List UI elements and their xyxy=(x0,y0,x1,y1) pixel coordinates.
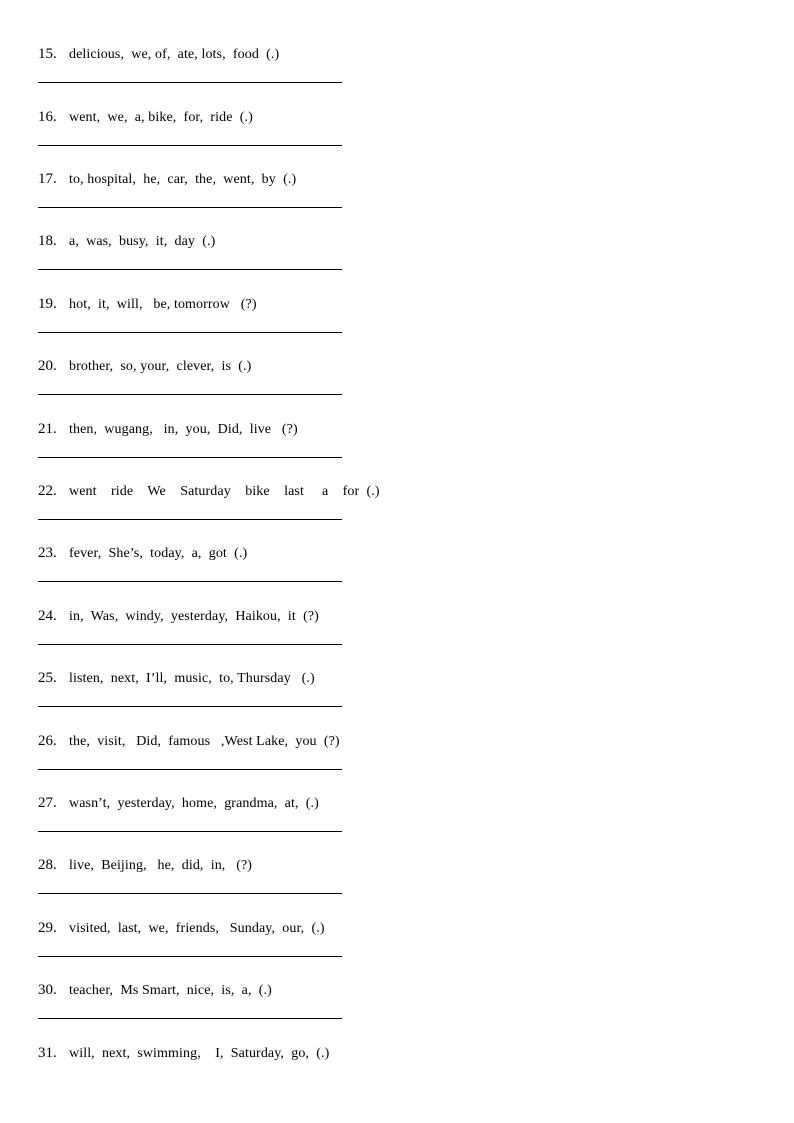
scrambled-words: went, we, a, bike, for, ride (.) xyxy=(69,110,253,125)
scrambled-words: to, hospital, he, car, the, went, by (.) xyxy=(69,172,297,187)
question-text xyxy=(38,1044,329,1063)
scrambled-words: wasn’t, yesterday, home, grandma, at, (.) xyxy=(69,796,319,811)
question-text xyxy=(38,544,247,563)
question-17 xyxy=(38,170,738,230)
question-20 xyxy=(38,357,738,417)
question-15 xyxy=(38,45,738,105)
answer-line[interactable] xyxy=(38,706,342,707)
answer-line[interactable] xyxy=(38,644,342,645)
question-text xyxy=(38,919,325,938)
question-text xyxy=(38,607,319,626)
scrambled-words: live, Beijing, he, did, in, (?) xyxy=(69,858,253,873)
question-22 xyxy=(38,482,738,542)
question-text xyxy=(38,170,296,189)
question-27 xyxy=(38,794,738,854)
scrambled-words: delicious, we, of, ate, lots, food (.) xyxy=(69,47,280,62)
question-text xyxy=(38,732,340,751)
question-number: 25. xyxy=(38,670,57,686)
scrambled-words: in, Was, windy, yesterday, Haikou, it (?) xyxy=(69,609,319,624)
question-text xyxy=(38,357,251,376)
question-number: 30. xyxy=(38,982,57,998)
scrambled-words: will, next, swimming, I, Saturday, go, (.) xyxy=(69,1046,330,1061)
question-31 xyxy=(38,1044,738,1104)
question-number: 15. xyxy=(38,46,57,62)
answer-line[interactable] xyxy=(38,82,342,83)
question-number: 29. xyxy=(38,920,57,936)
scrambled-words: fever, She’s, today, a, got (.) xyxy=(69,546,248,561)
question-text xyxy=(38,856,252,875)
question-number: 23. xyxy=(38,545,57,561)
question-number: 17. xyxy=(38,171,57,187)
question-text xyxy=(38,794,319,813)
scrambled-words: went ride We Saturday bike last a for (.) xyxy=(69,484,380,499)
scrambled-words: listen, next, I’ll, music, to, Thursday (.) xyxy=(69,671,315,686)
answer-line[interactable] xyxy=(38,394,342,395)
question-number: 19. xyxy=(38,296,57,312)
question-text xyxy=(38,482,380,501)
scrambled-words: hot, it, will, be, tomorrow (?) xyxy=(69,297,257,312)
question-text xyxy=(38,420,298,439)
question-23 xyxy=(38,544,738,604)
answer-line[interactable] xyxy=(38,769,342,770)
question-text xyxy=(38,295,257,314)
question-number: 26. xyxy=(38,733,57,749)
answer-line[interactable] xyxy=(38,207,342,208)
question-18 xyxy=(38,232,738,292)
question-number: 20. xyxy=(38,358,57,374)
answer-line[interactable] xyxy=(38,332,342,333)
answer-line[interactable] xyxy=(38,831,342,832)
question-number: 28. xyxy=(38,857,57,873)
question-number: 31. xyxy=(38,1045,57,1061)
question-text xyxy=(38,981,272,1000)
question-number: 16. xyxy=(38,109,57,125)
answer-line[interactable] xyxy=(38,269,342,270)
question-text xyxy=(38,45,279,64)
scrambled-words: the, visit, Did, famous ,West Lake, you (?) xyxy=(69,734,340,749)
question-19 xyxy=(38,295,738,355)
question-number: 21. xyxy=(38,421,57,437)
scrambled-words: then, wugang, in, you, Did, live (?) xyxy=(69,422,298,437)
question-number: 27. xyxy=(38,795,57,811)
answer-line[interactable] xyxy=(38,519,342,520)
question-text xyxy=(38,108,253,127)
answer-line[interactable] xyxy=(38,1018,342,1019)
question-21 xyxy=(38,420,738,480)
answer-line[interactable] xyxy=(38,956,342,957)
question-25 xyxy=(38,669,738,729)
scrambled-words: brother, so, your, clever, is (.) xyxy=(69,359,252,374)
question-16 xyxy=(38,108,738,168)
question-number: 24. xyxy=(38,608,57,624)
question-number: 18. xyxy=(38,233,57,249)
question-text xyxy=(38,232,215,251)
question-26 xyxy=(38,732,738,792)
question-29 xyxy=(38,919,738,979)
question-24 xyxy=(38,607,738,667)
scrambled-words: visited, last, we, friends, Sunday, our, (.) xyxy=(69,921,325,936)
scrambled-words: teacher, Ms Smart, nice, is, a, (.) xyxy=(69,983,272,998)
scrambled-words: a, was, busy, it, day (.) xyxy=(69,234,216,249)
answer-line[interactable] xyxy=(38,145,342,146)
answer-line[interactable] xyxy=(38,457,342,458)
question-28 xyxy=(38,856,738,916)
question-30 xyxy=(38,981,738,1041)
question-number: 22. xyxy=(38,483,57,499)
answer-line[interactable] xyxy=(38,581,342,582)
answer-line[interactable] xyxy=(38,893,342,894)
question-text xyxy=(38,669,315,688)
